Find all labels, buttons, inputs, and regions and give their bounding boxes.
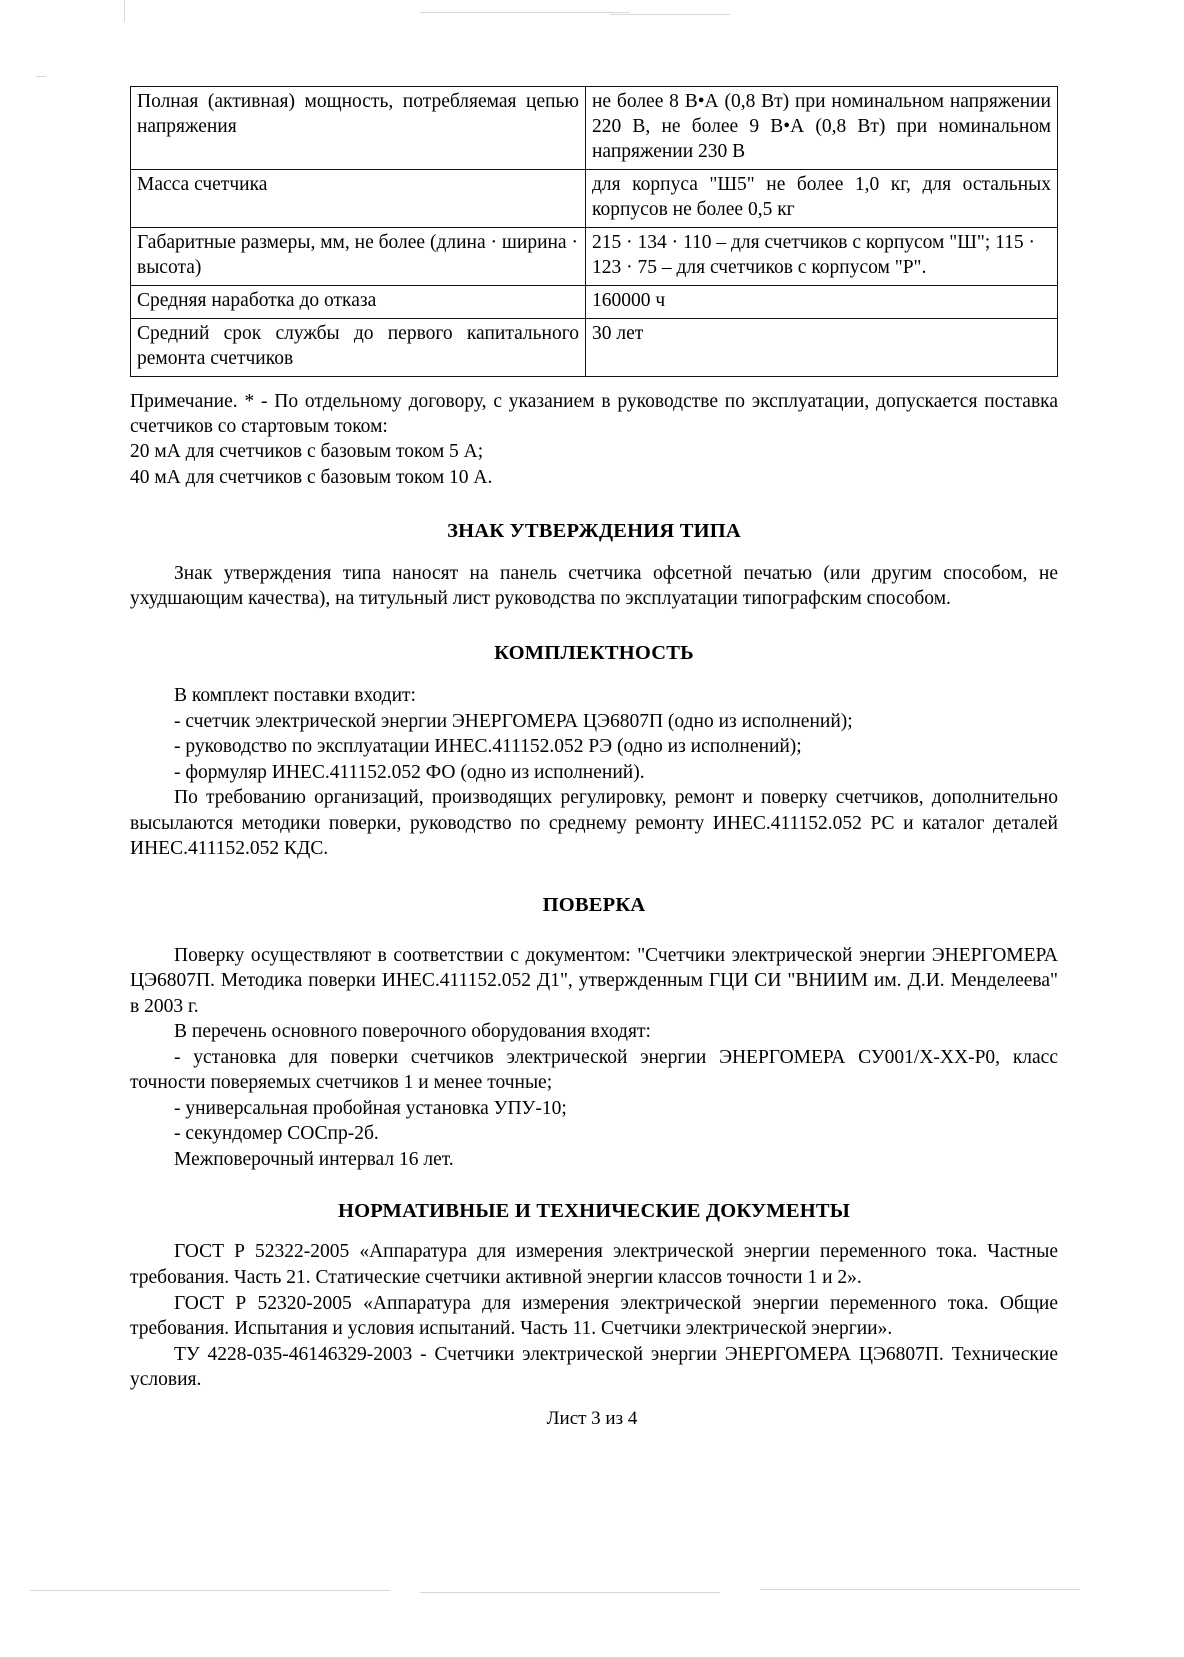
completeness-item: - руководство по эксплуатации ИНЕС.411152.052 РЭ (одно из исполнений); xyxy=(174,736,802,758)
completeness-item: - счетчик электрической энергии ЭНЕРГОМЕРА ЦЭ6807П (одно из исполнений); xyxy=(174,710,853,732)
scan-artifact xyxy=(30,1590,390,1591)
section-title-completeness: КОМПЛЕКТНОСТЬ xyxy=(494,641,694,664)
table-cell-parameter: Полная (активная) мощность, потребляемая цепью напряжения xyxy=(131,87,586,170)
table-cell-parameter: Средний срок службы до первого капитального ремонта счетчиков xyxy=(131,318,586,376)
scan-artifact xyxy=(420,12,630,13)
table-row xyxy=(131,169,1058,227)
table-row xyxy=(131,285,1058,318)
note-line-1: Примечание. * - По отдельному договору, с указанием в руководстве по эксплуатации, допускается поставка счетчиков со стартовым током: xyxy=(130,390,1058,437)
page-content xyxy=(130,86,1058,1393)
verification-item: - секундомер СОСпр-2б. xyxy=(174,1123,379,1145)
section-title-verification: ПОВЕРКА xyxy=(542,893,646,916)
table-cell-parameter: Габаритные размеры, мм, не более (длина · ширина · высота) xyxy=(131,227,586,285)
page-number-label: Лист 3 из 4 xyxy=(546,1408,638,1429)
section-title-documents: НОРМАТИВНЫЕ И ТЕХНИЧЕСКИЕ ДОКУМЕНТЫ xyxy=(337,1200,851,1223)
table-cell-value: 30 лет xyxy=(586,318,1058,376)
table-row xyxy=(131,227,1058,285)
completeness-intro: В комплект поставки входит: xyxy=(174,684,416,706)
note-line-3: 40 мА для счетчиков с базовым током 10 А. xyxy=(130,466,493,488)
verification-paragraph: Поверку осуществляют в соответствии с документом: "Счетчики электрической энергии ЭНЕРГОМЕРА ЦЭ6807П. Методика поверки ИНЕС.411152.052 Д1", утвержденным ГЦИ СИ "ВНИИМ им. Д.И. Менделеева" в 2003 г. xyxy=(130,944,1058,1017)
scan-artifact xyxy=(124,0,125,22)
table-note xyxy=(130,389,1058,490)
table-row xyxy=(131,318,1058,376)
documents-item: ГОСТ Р 52322-2005 «Аппаратура для измерения электрической энергии переменного тока. Частные требования. Часть 21. Статические счетчики активной энергии классов точности 1 и 2». xyxy=(130,1241,1058,1288)
scan-artifact xyxy=(610,14,730,15)
scan-artifact xyxy=(760,1589,1080,1590)
documents-item: ГОСТ Р 52320-2005 «Аппаратура для измерения электрической энергии переменного тока. Общие требования. Испытания и условия испытаний. Часть 11. Счетчики электрической энергии». xyxy=(130,1292,1058,1340)
type-mark-paragraph: Знак утверждения типа наносят на панель счетчика офсетной печатью (или другим способом, не ухудшающим качества), на титульный лист руководства по эксплуатации типографским способом. xyxy=(130,562,1058,610)
scan-artifact xyxy=(36,76,46,77)
table-row xyxy=(131,87,1058,170)
table-cell-parameter: Средняя наработка до отказа xyxy=(131,285,586,318)
verification-item: - установка для поверки счетчиков электрической энергии ЭНЕРГОМЕРА СУ001/Х-ХХ-Р0, класс точности поверяемых счетчиков 1 и менее точные; xyxy=(130,1046,1058,1094)
scan-artifact xyxy=(420,1592,720,1593)
verification-item: - универсальная пробойная установка УПУ-10; xyxy=(174,1097,567,1119)
completeness-paragraph: По требованию организаций, производящих регулировку, ремонт и поверку счетчиков, дополнительно высылаются методики поверки, руководство по среднему ремонту ИНЕС.411152.052 РС и каталог деталей ИНЕС.411152.052 КДС. xyxy=(130,787,1058,860)
documents-item: ТУ 4228-035-46146329-2003 - Счетчики электрической энергии ЭНЕРГОМЕРА ЦЭ6807П. Технические условия. xyxy=(130,1343,1058,1391)
table-cell-value: 215 · 134 · 110 – для счетчиков с корпусом "Ш"; 115 · 123 · 75 – для счетчиков с корпусом "Р". xyxy=(586,227,1058,285)
section-title-type-mark: ЗНАК УТВЕРЖДЕНИЯ ТИПА xyxy=(447,519,741,542)
specifications-table xyxy=(130,86,1058,377)
note-line-2: 20 мА для счетчиков с базовым током 5 А; xyxy=(130,441,484,463)
verification-intro: В перечень основного поверочного оборудования входят: xyxy=(174,1021,651,1043)
table-cell-value: не более 8 В•А (0,8 Вт) при номинальном напряжении 220 В, не более 9 В•А (0,8 Вт) при номинальном напряжении 230 В xyxy=(586,87,1058,170)
table-cell-value: 160000 ч xyxy=(586,285,1058,318)
verification-interval: Межповерочный интервал 16 лет. xyxy=(174,1148,454,1170)
completeness-item: - формуляр ИНЕС.411152.052 ФО (одно из исполнений). xyxy=(174,761,645,783)
table-cell-value: для корпуса "Ш5" не более 1,0 кг, для остальных корпусов не более 0,5 кг xyxy=(586,169,1058,227)
page-footer xyxy=(0,1408,1184,1430)
table-cell-parameter: Масса счетчика xyxy=(131,169,586,227)
